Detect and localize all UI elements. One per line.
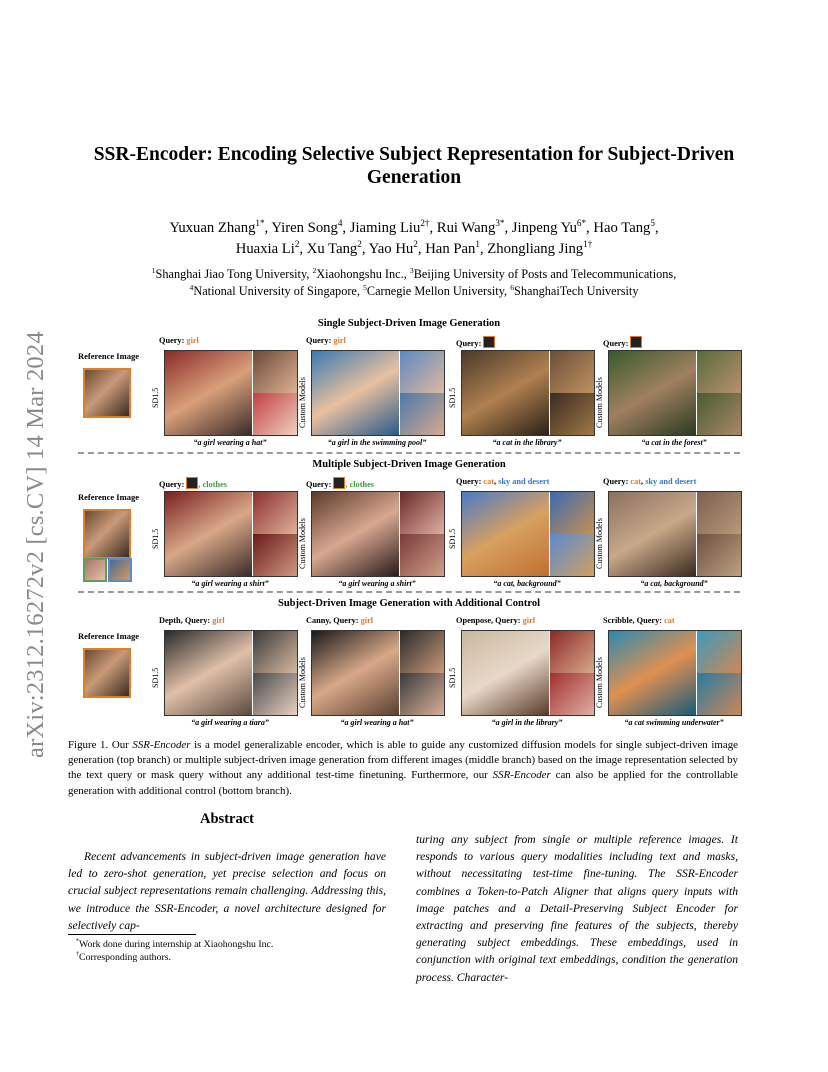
query-label <box>456 616 535 625</box>
query-label <box>306 477 374 489</box>
reference-image-label: Reference Image <box>78 351 139 361</box>
model-label <box>448 350 460 434</box>
model-label-text: Custom Models <box>595 377 604 428</box>
author-superscript: 6* <box>576 218 587 229</box>
reference-image <box>83 509 131 559</box>
author-superscript: 4 <box>337 218 343 229</box>
model-label-text: Custom Models <box>298 377 307 428</box>
query-term: sky and desert <box>645 477 697 486</box>
model-label-text: Custom Models <box>298 657 307 708</box>
model-label <box>595 630 607 714</box>
figure-caption: Figure 1. Our SSR-Encoder is a model generalizable encoder, which is able to guide any customized diffusion models for single subject-driven image generation (top branch) or multiple subject-driven image generation from different images (middle branch) based on the image representation selected by the text query or mask query without any additional test-time finetuning. Furthermore, our SSR-Encoder can also be applied for the controllable generation with additional control (bottom branch). <box>68 739 738 797</box>
generated-image-thumb <box>252 673 297 715</box>
query-label <box>456 336 495 348</box>
generated-image-main <box>165 631 252 715</box>
query-label <box>306 336 346 345</box>
figure-1 <box>78 318 740 730</box>
model-label-text: SD1.5 <box>151 528 160 549</box>
affiliation-name: ShanghaiTech University <box>514 284 639 298</box>
prompt-caption: “a girl wearing a hat” <box>193 438 267 447</box>
affiliation-superscript: 6 <box>510 282 515 292</box>
generated-image-thumb <box>399 673 444 715</box>
author-name: Yuxuan Zhang <box>169 220 256 236</box>
reference-image <box>83 368 131 418</box>
generated-image-group <box>608 630 742 716</box>
affiliation-name: Beijing University of Posts and Telecommunications <box>413 267 674 281</box>
affiliation-name: Xiaohongshu Inc. <box>316 267 404 281</box>
query-label <box>603 336 642 348</box>
query-prefix: Query: <box>159 336 187 345</box>
affiliation-name: National University of Singapore <box>193 284 357 298</box>
generated-image-group <box>311 630 445 716</box>
prompt-caption: “a girl wearing a shirt” <box>338 579 416 588</box>
prompt-caption: “a cat in the library” <box>492 438 562 447</box>
prompt-caption: “a girl wearing a hat” <box>340 718 414 727</box>
prompt-caption: “a girl wearing a shirt” <box>191 579 269 588</box>
author-superscript: 2† <box>420 218 430 229</box>
abstract-right-column <box>416 831 738 986</box>
prompt-caption: “a girl wearing a tiara” <box>191 718 269 727</box>
arxiv-identifier: arXiv:2312.16272v2 [cs.CV] 14 Mar 2024 <box>22 331 49 758</box>
generated-image-main <box>609 492 696 576</box>
generated-image-thumb <box>252 631 297 674</box>
generated-image-main <box>609 351 696 435</box>
generated-image-main <box>609 631 696 715</box>
query-label <box>159 477 227 489</box>
affiliation-superscript: 1 <box>151 265 156 275</box>
query-term: , <box>494 477 499 486</box>
generated-image-group <box>461 491 595 577</box>
generated-image-main <box>462 351 549 435</box>
query-term: girl <box>360 616 374 625</box>
generated-image-group <box>164 630 298 716</box>
query-term: sky and desert <box>498 477 550 486</box>
generated-image-thumb <box>252 393 297 435</box>
model-label-text: SD1.5 <box>151 667 160 688</box>
model-label <box>151 491 163 575</box>
prompt-caption: “a cat, background” <box>640 579 708 588</box>
affiliation-name: Carnegie Mellon University <box>366 284 505 298</box>
query-prefix: Query: <box>603 477 631 486</box>
model-label <box>448 491 460 575</box>
author-superscript: 1† <box>583 239 593 250</box>
abstract-left-column <box>68 848 386 934</box>
query-label <box>159 336 199 345</box>
model-label <box>298 630 310 714</box>
affiliation-superscript: 3 <box>409 265 414 275</box>
query-prefix: Query: <box>159 480 187 489</box>
mask-query-icon <box>630 336 642 348</box>
query-term: girl <box>212 616 225 625</box>
reference-image-small <box>83 558 107 582</box>
generated-image-thumb <box>696 351 741 394</box>
query-term: cat <box>483 477 495 486</box>
author-name: Jiaming Liu <box>349 220 421 236</box>
query-prefix: Query: <box>306 336 334 345</box>
generated-image-thumb <box>252 351 297 394</box>
generated-image-thumb <box>399 631 444 674</box>
abstract-text-left: Recent advancements in subject-driven image generation have led to zero-shot generation, yet precise selection and focus on crucial subject representations remain challenging. Addressing this, we introduce the SSR-Encoder, a novel architecture designed for selectively cap- <box>68 850 386 932</box>
affiliation-superscript: 5 <box>363 282 367 292</box>
generated-image-thumb <box>399 534 444 576</box>
generated-image-group <box>461 630 595 716</box>
generated-image-thumb <box>399 393 444 435</box>
section-divider <box>78 591 740 593</box>
mask-query-icon <box>186 477 198 489</box>
generated-image-thumb <box>696 673 741 715</box>
generated-image-thumb <box>696 534 741 576</box>
generated-image-thumb <box>252 492 297 535</box>
query-term: , clothes <box>198 480 227 489</box>
author-name: Yiren Song <box>271 220 338 236</box>
author-name: Rui Wang <box>436 220 496 236</box>
author-superscript: 2 <box>413 239 418 250</box>
query-label <box>306 616 373 625</box>
author-superscript: 5 <box>650 218 655 229</box>
paper-title: SSR-Encoder: Encoding Selective Subject Representation for Subject-Driven Generation <box>93 144 735 188</box>
author-superscript: 1 <box>475 239 480 250</box>
abstract-text-right: turing any subject from single or multiple reference images. It responds to various query modalities including text and masks, without necessitating test-time fine-tuning. The SSR-Encoder combines a Token-to-Patch Aligner that aligns query inputs with image patches and a Detail-Preserving Subject Encoder for extracting and preserving fine features of the subjects, thereby generating subject embeddings. These embeddings, used in conjunction with original text embeddings, condition the generation process. Character- <box>416 833 738 984</box>
query-prefix: Query: <box>306 480 334 489</box>
query-label <box>603 477 696 486</box>
generated-image-main <box>312 492 399 576</box>
query-term: , clothes <box>345 480 374 489</box>
query-prefix: Depth, Query: <box>159 616 213 625</box>
generated-image-main <box>312 351 399 435</box>
author-superscript: 2 <box>294 239 300 250</box>
generated-image-thumb <box>549 492 594 535</box>
author-name: Xu Tang <box>306 241 358 257</box>
model-label-text: SD1.5 <box>448 387 457 408</box>
generated-image-thumb <box>549 631 594 674</box>
author-name: Hao Tang <box>593 220 651 236</box>
model-label-text: Custom Models <box>298 518 307 569</box>
generated-image-thumb <box>696 492 741 535</box>
reference-image-small <box>108 558 132 582</box>
prompt-caption: “a girl in the swimming pool” <box>327 438 427 447</box>
query-label <box>159 616 225 625</box>
generated-image-thumb <box>696 631 741 674</box>
footnote-1: *Work done during internship at Xiaohongshu Inc. <box>76 938 274 950</box>
prompt-caption: “a girl in the library” <box>491 718 563 727</box>
query-prefix: Openpose, Query: <box>456 616 523 625</box>
prompt-caption: “a cat swimming underwater” <box>624 718 724 727</box>
figure-section-heading: Single Subject-Driven Image Generation <box>317 318 501 329</box>
generated-image-group <box>608 350 742 436</box>
generated-image-thumb <box>549 673 594 715</box>
query-term: girl <box>333 336 346 345</box>
author-name: Jinpeng Yu <box>511 220 577 236</box>
model-label-text: Custom Models <box>595 657 604 708</box>
author-list: Yuxuan Zhang$^{1*}$, Yiren Song$^4$, Jiaming Liu$^{2\dagger}$, Rui Wang$^{3*}$, Jinpeng $Yu^{6*}$, Hao Tang$^5$, Huaxia Li$^2$, Xu Tang$^2$, Yao Hu$^2$, Han Pan$^1$, Zhongliang Jing$^{1\dagger}$ <box>169 218 659 257</box>
model-label <box>151 630 163 714</box>
affiliation-superscript: 2 <box>312 265 317 275</box>
model-label <box>448 630 460 714</box>
reference-image <box>83 648 131 698</box>
query-term: cat <box>630 477 642 486</box>
query-label <box>603 616 675 625</box>
figure-section-heading: Multiple Subject-Driven Image Generation <box>312 459 506 470</box>
author-superscript: 1* <box>255 218 265 229</box>
model-label-text: SD1.5 <box>151 387 160 408</box>
model-label <box>595 350 607 434</box>
query-prefix: Canny, Query: <box>306 616 361 625</box>
mask-query-icon <box>483 336 495 348</box>
generated-image-thumb <box>549 393 594 435</box>
abstract-heading: Abstract <box>200 811 254 827</box>
author-name: Yao Hu <box>368 241 414 257</box>
model-label <box>298 491 310 575</box>
generated-image-group <box>164 491 298 577</box>
prompt-caption: “a cat in the forest” <box>641 438 707 447</box>
affiliation-name: Shanghai Jiao Tong University <box>155 267 307 281</box>
generated-image-thumb <box>399 492 444 535</box>
generated-image-group <box>461 350 595 436</box>
query-term: , <box>641 477 646 486</box>
query-term: girl <box>522 616 536 625</box>
figure-section-heading: Subject-Driven Image Generation with Additional Control <box>277 598 540 609</box>
author-name: Han Pan <box>425 241 476 257</box>
query-prefix: Query: <box>456 477 484 486</box>
generated-image-thumb <box>549 351 594 394</box>
model-label-text: SD1.5 <box>448 528 457 549</box>
generated-image-main <box>165 351 252 435</box>
generated-image-group <box>608 491 742 577</box>
generated-image-main <box>165 492 252 576</box>
query-label <box>456 477 549 486</box>
query-term: cat <box>664 616 675 625</box>
affiliation-superscript: 4 <box>189 282 194 292</box>
reference-image-label: Reference Image <box>78 492 139 502</box>
author-name: Huaxia Li <box>235 241 295 257</box>
author-superscript: 2 <box>357 239 362 250</box>
mask-query-icon <box>333 477 345 489</box>
query-term: girl <box>186 336 199 345</box>
author-superscript: 3* <box>495 218 505 229</box>
model-label-text: Custom Models <box>595 518 604 569</box>
model-label <box>151 350 163 434</box>
generated-image-main <box>462 492 549 576</box>
query-prefix: Query: <box>603 339 631 348</box>
generated-image-group <box>311 491 445 577</box>
model-label <box>595 491 607 575</box>
generated-image-thumb <box>696 393 741 435</box>
author-name: Zhongliang Jing <box>487 241 584 257</box>
generated-image-thumb <box>252 534 297 576</box>
model-label-text: SD1.5 <box>448 667 457 688</box>
section-divider <box>78 452 740 454</box>
generated-image-thumb <box>549 534 594 576</box>
footnote-rule <box>68 934 196 935</box>
model-label <box>298 350 310 434</box>
generated-image-group <box>164 350 298 436</box>
query-prefix: Query: <box>456 339 484 348</box>
prompt-caption: “a cat, background” <box>493 579 561 588</box>
footnote-2: †Corresponding authors. <box>76 951 172 963</box>
affiliation-list: $^1$Shanghai Jiao Tong University, $^2$Xiaohongshu Inc., $^3$Beijing University of Posts and Telecommunications, $^4$National University of Singapore, $^5$Carnegie Mellon University, $^6$ShanghaiTech University <box>151 265 677 298</box>
generated-image-thumb <box>399 351 444 394</box>
query-prefix: Scribble, Query: <box>603 616 665 625</box>
generated-image-main <box>462 631 549 715</box>
generated-image-group <box>311 350 445 436</box>
generated-image-main <box>312 631 399 715</box>
reference-image-label: Reference Image <box>78 631 139 641</box>
